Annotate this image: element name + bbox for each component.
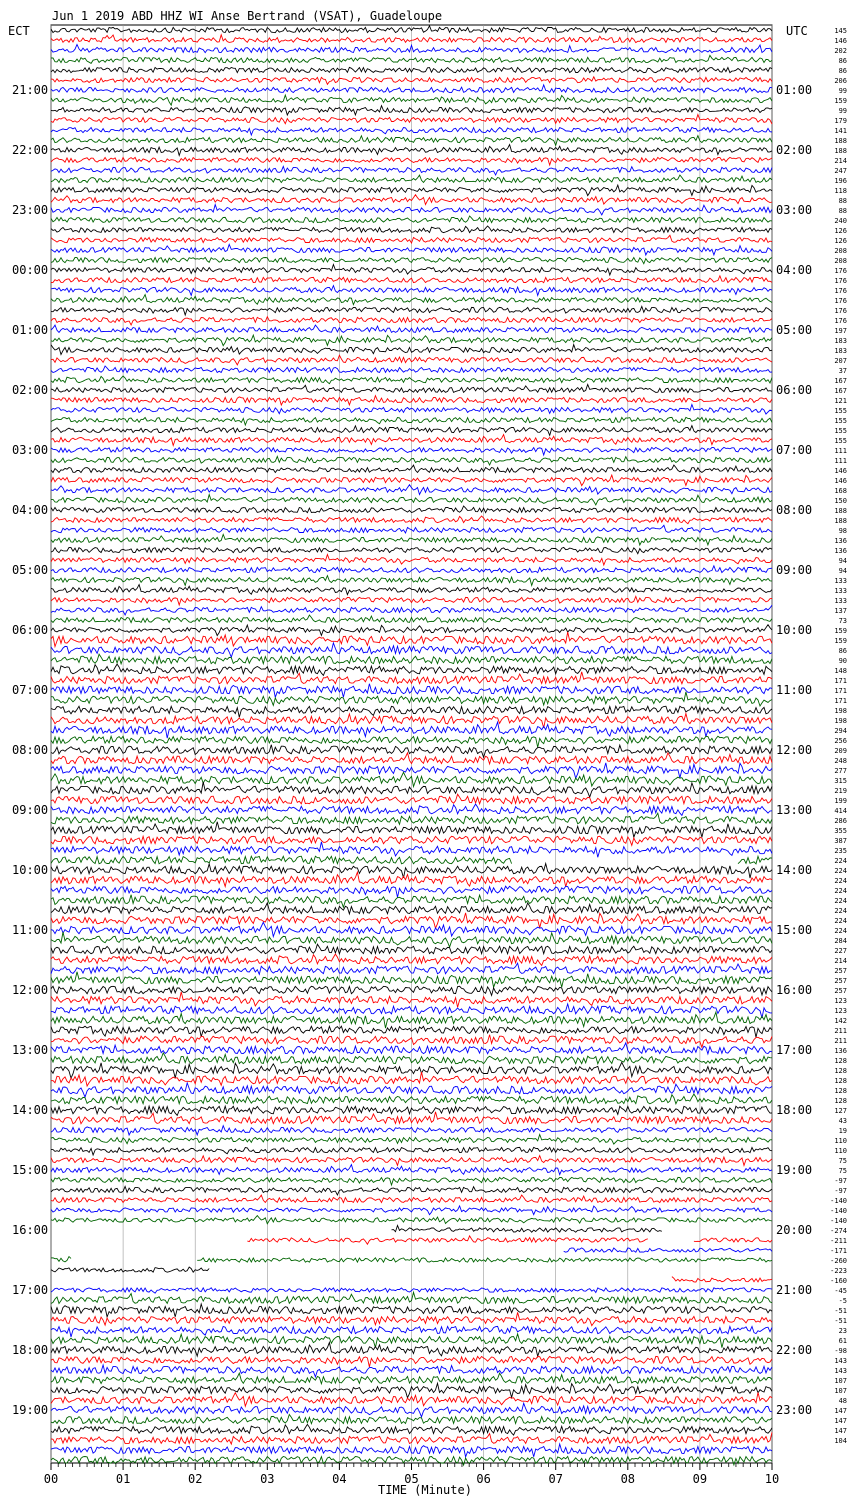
trace-line-125 xyxy=(672,1277,772,1282)
right-hour-label: 02:00 xyxy=(776,143,813,157)
trace-value-label: 196 xyxy=(834,177,847,185)
right-hour-labels xyxy=(776,83,812,1417)
trace-value-label: 90 xyxy=(838,657,847,665)
trace-value-label: 176 xyxy=(834,267,847,275)
trace-value-label: 147 xyxy=(834,1417,847,1425)
trace-value-label: 133 xyxy=(834,577,847,585)
trace-value-label: 179 xyxy=(834,117,847,125)
trace-value-label: -51 xyxy=(834,1307,847,1315)
right-hour-label: 21:00 xyxy=(776,1283,813,1297)
left-hour-label: 03:00 xyxy=(12,443,49,457)
trace-value-label: 99 xyxy=(838,107,847,115)
right-hour-label: 11:00 xyxy=(776,683,813,697)
left-hour-label: 19:00 xyxy=(12,1403,49,1417)
trace-value-label: 171 xyxy=(834,687,847,695)
left-zone-label: ECT xyxy=(8,24,30,38)
trace-value-label: 133 xyxy=(834,597,847,605)
right-hour-label: 19:00 xyxy=(776,1163,813,1177)
trace-value-label: 99 xyxy=(838,87,847,95)
minute-gridlines xyxy=(51,25,772,1463)
left-hour-label: 22:00 xyxy=(12,143,49,157)
trace-value-label: 214 xyxy=(834,157,847,165)
trace-value-label: 137 xyxy=(834,607,847,615)
trace-value-label: 188 xyxy=(834,137,847,145)
trace-value-label: 224 xyxy=(834,877,847,885)
trace-value-label: 414 xyxy=(834,807,847,815)
left-hour-label: 00:00 xyxy=(12,263,49,277)
right-hour-label: 05:00 xyxy=(776,323,813,337)
trace-value-label: -160 xyxy=(830,1277,847,1285)
trace-value-label: 118 xyxy=(834,187,847,195)
trace-value-label: 48 xyxy=(838,1397,847,1405)
trace-value-label: 128 xyxy=(834,1087,847,1095)
x-tick-label: 01 xyxy=(115,1472,131,1486)
right-hour-label: 14:00 xyxy=(776,863,813,877)
trace-value-label: 387 xyxy=(834,837,847,845)
trace-value-label: 159 xyxy=(834,627,847,635)
trace-value-label: -223 xyxy=(830,1267,847,1275)
trace-value-label: 88 xyxy=(838,207,847,215)
trace-value-label: 146 xyxy=(834,37,847,45)
trace-value-label: 257 xyxy=(834,967,847,975)
trace-line-124 xyxy=(51,1267,209,1272)
trace-value-label: 257 xyxy=(834,987,847,995)
trace-value-label: 224 xyxy=(834,927,847,935)
trace-value-label: 141 xyxy=(834,127,847,135)
right-hour-label: 04:00 xyxy=(776,263,813,277)
trace-value-label: 146 xyxy=(834,467,847,475)
trace-value-label: 143 xyxy=(834,1357,847,1365)
trace-value-label: 224 xyxy=(834,867,847,875)
trace-value-label: 19 xyxy=(838,1127,847,1135)
left-hour-label: 02:00 xyxy=(12,383,49,397)
x-tick-label: 03 xyxy=(260,1472,275,1486)
trace-value-label: -5 xyxy=(838,1297,847,1305)
right-hour-label: 03:00 xyxy=(776,203,813,217)
x-axis-label: TIME (Minute) xyxy=(378,1483,472,1497)
right-hour-label: 12:00 xyxy=(776,743,813,757)
trace-value-label: -140 xyxy=(830,1197,847,1205)
trace-value-label: 188 xyxy=(834,147,847,155)
trace-value-label: 183 xyxy=(834,347,847,355)
trace-value-label: 75 xyxy=(838,1167,847,1175)
trace-value-label: 209 xyxy=(834,747,847,755)
trace-value-label: 37 xyxy=(838,367,847,375)
trace-value-label: 155 xyxy=(834,407,847,415)
trace-value-label: 240 xyxy=(834,217,847,225)
trace-value-label: -45 xyxy=(834,1287,847,1295)
right-hour-label: 20:00 xyxy=(776,1223,813,1237)
left-hour-label: 21:00 xyxy=(12,83,49,97)
trace-value-label: 43 xyxy=(838,1117,847,1125)
trace-value-label: 207 xyxy=(834,357,847,365)
trace-value-label: 188 xyxy=(834,507,847,515)
left-hour-label: 17:00 xyxy=(12,1283,49,1297)
trace-value-label: 111 xyxy=(834,457,847,465)
trace-value-label: 248 xyxy=(834,757,847,765)
right-zone-label: UTC xyxy=(786,24,808,38)
left-hour-label: 11:00 xyxy=(12,923,49,937)
trace-value-label: 111 xyxy=(834,447,847,455)
trace-value-label: 199 xyxy=(834,797,847,805)
trace-value-label: 211 xyxy=(834,1027,847,1035)
left-hour-label: 01:00 xyxy=(12,323,49,337)
trace-value-label: 224 xyxy=(834,857,847,865)
trace-value-label: 247 xyxy=(834,167,847,175)
left-hour-label: 05:00 xyxy=(12,563,49,577)
trace-value-label: 86 xyxy=(838,57,847,65)
trace-value-label: 176 xyxy=(834,317,847,325)
trace-value-label: 126 xyxy=(834,227,847,235)
trace-value-label: 104 xyxy=(834,1437,847,1445)
trace-value-label: 176 xyxy=(834,277,847,285)
right-hour-label: 13:00 xyxy=(776,803,813,817)
x-tick-label: 04 xyxy=(332,1472,347,1486)
trace-line-120 xyxy=(392,1225,662,1232)
trace-value-label: 171 xyxy=(834,697,847,705)
x-tick-label: 02 xyxy=(187,1472,203,1486)
right-hour-label: 06:00 xyxy=(776,383,813,397)
trace-value-label: 286 xyxy=(834,817,847,825)
trace-value-label: 133 xyxy=(834,587,847,595)
left-hour-label: 23:00 xyxy=(12,203,49,217)
trace-value-label: 155 xyxy=(834,437,847,445)
trace-value-label: 146 xyxy=(834,477,847,485)
trace-value-label: 176 xyxy=(834,297,847,305)
trace-value-label: 219 xyxy=(834,787,847,795)
trace-value-label: 235 xyxy=(834,847,847,855)
trace-value-label: 202 xyxy=(834,47,847,55)
trace-value-label: 171 xyxy=(834,677,847,685)
left-hour-label: 08:00 xyxy=(12,743,49,757)
trace-value-label: 128 xyxy=(834,1057,847,1065)
left-hour-label: 06:00 xyxy=(12,623,49,637)
trace-value-label: 73 xyxy=(838,617,847,625)
trace-value-label: 128 xyxy=(834,1067,847,1075)
trace-value-label: 168 xyxy=(834,487,847,495)
trace-value-label: 143 xyxy=(834,1367,847,1375)
right-hour-label: 16:00 xyxy=(776,983,813,997)
trace-value-label: 214 xyxy=(834,957,847,965)
x-tick-label: 06 xyxy=(476,1472,491,1486)
trace-value-label: 197 xyxy=(834,327,847,335)
left-hour-label: 18:00 xyxy=(12,1343,49,1357)
trace-value-label: 315 xyxy=(834,777,847,785)
trace-value-label: -260 xyxy=(830,1257,847,1265)
trace-value-label: 227 xyxy=(834,947,847,955)
trace-value-label: 107 xyxy=(834,1387,847,1395)
left-hour-label: 09:00 xyxy=(12,803,49,817)
trace-value-label: 123 xyxy=(834,1007,847,1015)
trace-value-label: 142 xyxy=(834,1017,847,1025)
left-hour-label: 04:00 xyxy=(12,503,49,517)
trace-value-label: 145 xyxy=(834,27,847,35)
right-hour-label: 07:00 xyxy=(776,443,813,457)
trace-value-label: 183 xyxy=(834,337,847,345)
trace-value-label: 107 xyxy=(834,1377,847,1385)
trace-value-label: 188 xyxy=(834,517,847,525)
right-hour-label: 22:00 xyxy=(776,1343,813,1357)
left-hour-label: 12:00 xyxy=(12,983,49,997)
trace-value-label: -274 xyxy=(830,1227,847,1235)
trace-value-label: 256 xyxy=(834,737,847,745)
trace-value-label: 150 xyxy=(834,497,847,505)
right-hour-label: 15:00 xyxy=(776,923,813,937)
right-hour-label: 09:00 xyxy=(776,563,813,577)
left-hour-label: 14:00 xyxy=(12,1103,49,1117)
left-hour-label: 13:00 xyxy=(12,1043,49,1057)
trace-value-label: 128 xyxy=(834,1077,847,1085)
trace-value-label: 98 xyxy=(838,527,847,535)
trace-value-label: 75 xyxy=(838,1157,847,1165)
trace-line-122 xyxy=(564,1248,772,1252)
trace-value-label: 257 xyxy=(834,977,847,985)
trace-value-label: 61 xyxy=(838,1337,847,1345)
right-hour-label: 01:00 xyxy=(776,83,813,97)
trace-value-label: 159 xyxy=(834,637,847,645)
trace-value-label: -211 xyxy=(830,1237,847,1245)
trace-value-label: 224 xyxy=(834,897,847,905)
trace-value-label: 176 xyxy=(834,307,847,315)
chart-title: Jun 1 2019 ABD HHZ WI Anse Bertrand (VSAT), Guadeloupe xyxy=(52,9,443,23)
trace-value-label: 167 xyxy=(834,387,847,395)
trace-value-label: -51 xyxy=(834,1317,847,1325)
trace-value-label: 136 xyxy=(834,537,847,545)
left-hour-label: 10:00 xyxy=(12,863,49,877)
trace-value-label: 155 xyxy=(834,417,847,425)
trace-value-label: 94 xyxy=(838,567,847,575)
trace-value-label: 86 xyxy=(838,647,847,655)
trace-value-label: 110 xyxy=(834,1137,847,1145)
trace-value-label: 86 xyxy=(838,67,847,75)
trace-value-label: 208 xyxy=(834,247,847,255)
trace-value-label: 176 xyxy=(834,287,847,295)
trace-value-label: 123 xyxy=(834,997,847,1005)
trace-value-label: 284 xyxy=(834,937,847,945)
x-tick-label: 10 xyxy=(764,1472,780,1486)
trace-value-label: 136 xyxy=(834,1047,847,1055)
trace-value-label: 167 xyxy=(834,377,847,385)
trace-value-label: 224 xyxy=(834,887,847,895)
trace-value-label: 159 xyxy=(834,97,847,105)
trace-value-label: 121 xyxy=(834,397,847,405)
trace-value-label: 126 xyxy=(834,237,847,245)
right-hour-label: 10:00 xyxy=(776,623,813,637)
trace-value-label: 110 xyxy=(834,1147,847,1155)
trace-value-label: 198 xyxy=(834,707,847,715)
trace-value-label: 147 xyxy=(834,1427,847,1435)
trace-value-label: 155 xyxy=(834,427,847,435)
trace-value-label: -171 xyxy=(830,1247,847,1255)
trace-line-121 xyxy=(247,1236,772,1244)
trace-value-label: 294 xyxy=(834,727,847,735)
trace-value-label: -140 xyxy=(830,1207,847,1215)
trace-value-label: 88 xyxy=(838,197,847,205)
trace-value-label: -140 xyxy=(830,1217,847,1225)
right-hour-label: 08:00 xyxy=(776,503,813,517)
left-hour-labels xyxy=(12,83,48,1417)
left-hour-label: 15:00 xyxy=(12,1163,49,1177)
trace-value-label: 355 xyxy=(834,827,847,835)
trace-value-label: 224 xyxy=(834,917,847,925)
left-hour-label: 07:00 xyxy=(12,683,49,697)
trace-value-label: 208 xyxy=(834,257,847,265)
x-tick-label: 08 xyxy=(620,1472,636,1486)
right-hour-label: 17:00 xyxy=(776,1043,813,1057)
trace-value-label: 211 xyxy=(834,1037,847,1045)
trace-value-label: 277 xyxy=(834,767,847,775)
trace-value-label: 127 xyxy=(834,1107,847,1115)
right-trace-values xyxy=(830,27,847,1445)
trace-value-label: 136 xyxy=(834,547,847,555)
trace-value-label: 23 xyxy=(838,1327,847,1335)
trace-value-label: 128 xyxy=(834,1097,847,1105)
trace-value-label: -98 xyxy=(834,1347,847,1355)
x-tick-label: 00 xyxy=(43,1472,59,1486)
x-tick-label: 05 xyxy=(404,1472,419,1486)
x-tick-label: 07 xyxy=(548,1472,563,1486)
trace-value-label: 198 xyxy=(834,717,847,725)
x-tick-label: 09 xyxy=(692,1472,708,1486)
trace-value-label: 206 xyxy=(834,77,847,85)
left-hour-label: 16:00 xyxy=(12,1223,49,1237)
trace-value-label: 147 xyxy=(834,1407,847,1415)
right-hour-label: 23:00 xyxy=(776,1403,813,1417)
trace-value-label: 224 xyxy=(834,907,847,915)
right-hour-label: 18:00 xyxy=(776,1103,813,1117)
trace-value-label: 94 xyxy=(838,557,847,565)
trace-value-label: -97 xyxy=(834,1177,847,1185)
trace-value-label: 148 xyxy=(834,667,847,675)
trace-value-label: -97 xyxy=(834,1187,847,1195)
